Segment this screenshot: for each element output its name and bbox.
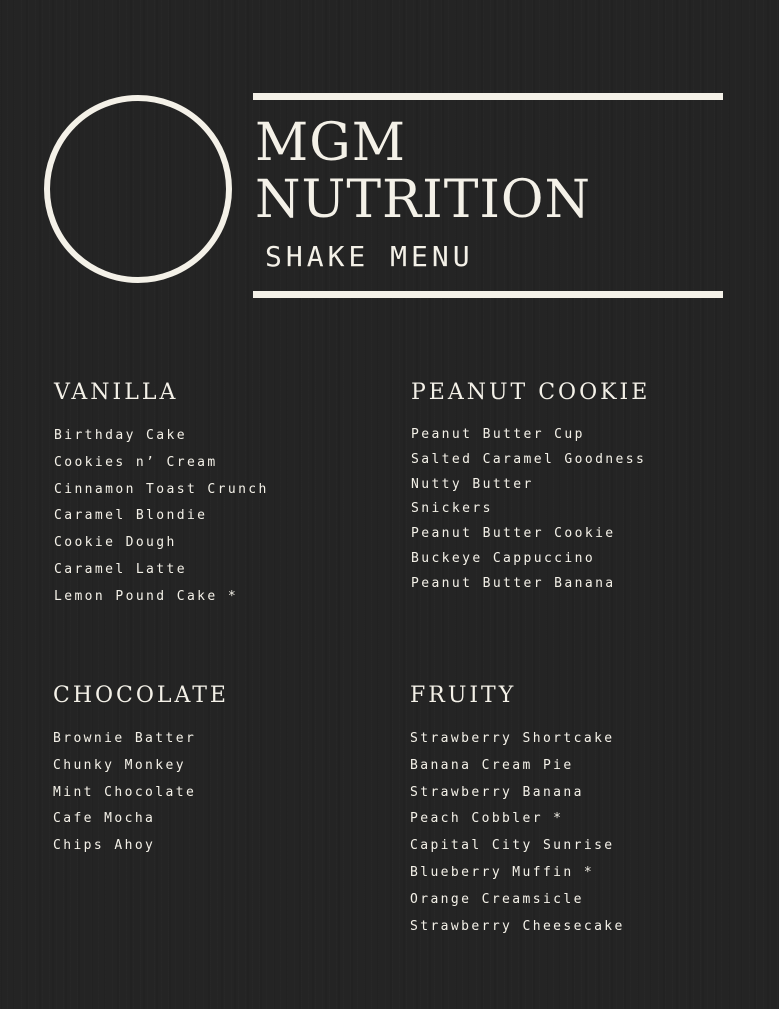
menu-subtitle: SHAKE MENU (265, 240, 474, 273)
header-rule-bottom (253, 291, 723, 298)
section-title: PEANUT COOKIE (411, 380, 651, 405)
section-chocolate (53, 683, 383, 860)
menu-item: Caramel Latte (54, 561, 187, 577)
menu-item: Peanut Butter Banana (411, 575, 616, 591)
section-vanilla (54, 380, 384, 611)
menu-item: Orange Creamsicle (410, 891, 584, 907)
menu-item: Salted Caramel Goodness (411, 451, 647, 467)
menu-item: Snickers (411, 501, 493, 517)
menu-item: Strawberry Shortcake (410, 731, 615, 746)
header-rule-top (253, 93, 723, 100)
menu-item: Peanut Butter Cup (411, 427, 585, 442)
menu-item: Cookies n’ Cream (54, 454, 218, 470)
menu-item: Birthday Cake (54, 428, 187, 443)
menu-item: Chunky Monkey (53, 757, 186, 773)
menu-item: Strawberry Banana (410, 784, 584, 800)
menu-item: Nutty Butter (411, 476, 534, 492)
menu-item: Capital City Sunrise (410, 838, 615, 854)
section-peanut-cookie (411, 380, 741, 597)
brand-title-line2: NUTRITION (255, 170, 592, 230)
menu-item: Strawberry Cheesecake (410, 918, 625, 934)
menu-item: Brownie Batter (53, 731, 197, 746)
section-title: CHOCOLATE (53, 683, 229, 708)
menu-item: Banana Cream Pie (410, 757, 574, 773)
menu-list (410, 726, 740, 940)
menu-item: Blueberry Muffin * (410, 864, 595, 880)
menu-item: Cookie Dough (54, 535, 177, 551)
menu-item: Buckeye Cappuccino (411, 550, 596, 566)
menu-item: Mint Chocolate (53, 784, 197, 800)
brand-title-line1: MGM (255, 113, 407, 173)
menu-list (54, 423, 384, 611)
menu-item: Caramel Blondie (54, 508, 208, 524)
section-fruity (410, 683, 740, 940)
logo-circle (44, 95, 232, 283)
menu-list (411, 423, 741, 597)
menu-list (53, 726, 383, 860)
menu-item: Cafe Mocha (53, 811, 156, 827)
section-title: FRUITY (410, 683, 517, 708)
menu-item: Peanut Butter Cookie (411, 526, 616, 542)
menu-item: Cinnamon Toast Crunch (54, 481, 269, 497)
menu-item: Peach Cobbler * (410, 811, 564, 827)
section-title: VANILLA (54, 380, 179, 405)
menu-item: Lemon Pound Cake * (54, 588, 239, 604)
menu-item: Chips Ahoy (53, 838, 156, 854)
